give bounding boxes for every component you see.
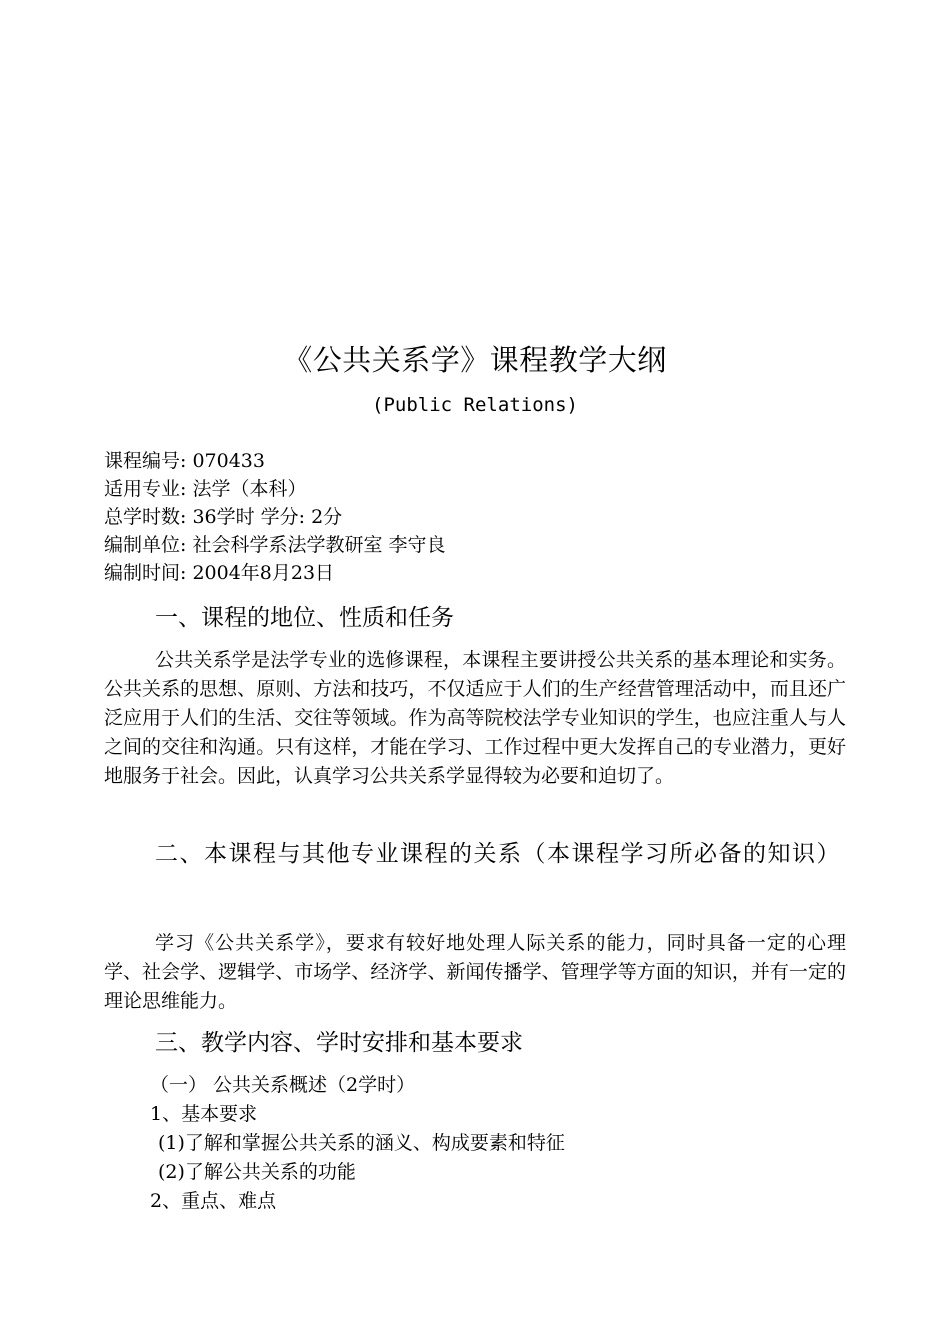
outline-item: (1)了解和掌握公共关系的涵义、构成要素和特征 xyxy=(158,1132,565,1154)
section-heading-2: 二、本课程与其他专业课程的关系（本课程学习所必备的知识） xyxy=(155,841,841,867)
section-heading-3: 三、教学内容、学时安排和基本要求 xyxy=(155,1030,523,1056)
section-body-1: 公共关系学是法学专业的选修课程，本课程主要讲授公共关系的基本理论和实务。公共关系的思想、原则、方法和技巧，不仅适应于人们的生产经营管理活动中，而且还广泛应用于人们的生活、交往等领域。作为高等院校法学专业知识的学生，也应注重人与人之间的交往和沟通。只有这样，才能在学习、工作过程中更大发挥自己的专业潜力，更好地服务于社会。因此，认真学习公共关系学显得较为必要和迫切了。 xyxy=(104,649,846,787)
outline-item: 2、重点、难点 xyxy=(150,1190,277,1212)
course-info xyxy=(104,447,445,587)
section-heading-1: 一、课程的地位、性质和任务 xyxy=(155,605,454,631)
course-code: 课程编号: 070433 xyxy=(104,450,265,472)
outline-item: （一） 公共关系概述（2学时） xyxy=(150,1074,416,1096)
outline-item: 1、基本要求 xyxy=(150,1103,258,1125)
document-title: 《公共关系学》课程教学大纲 xyxy=(283,343,667,377)
section-body-2: 学习《公共关系学》，要求有较好地处理人际关系的能力，同时具备一定的心理学、社会学、逻辑学、市场学、经济学、新闻传播学、管理学等方面的知识，并有一定的理论思维能力。 xyxy=(104,932,846,1012)
compiling-date: 编制时间: 2004年8月23日 xyxy=(104,562,335,584)
applicable-major: 适用专业: 法学（本科） xyxy=(104,478,307,500)
compiling-unit: 编制单位: 社会科学系法学教研室 李守良 xyxy=(104,534,446,556)
document-subtitle: (Public Relations) xyxy=(372,394,578,416)
section-outline-3 xyxy=(150,1071,565,1216)
outline-item: (2)了解公共关系的功能 xyxy=(158,1161,356,1183)
total-hours-credits: 总学时数: 36学时 学分: 2分 xyxy=(104,506,343,528)
